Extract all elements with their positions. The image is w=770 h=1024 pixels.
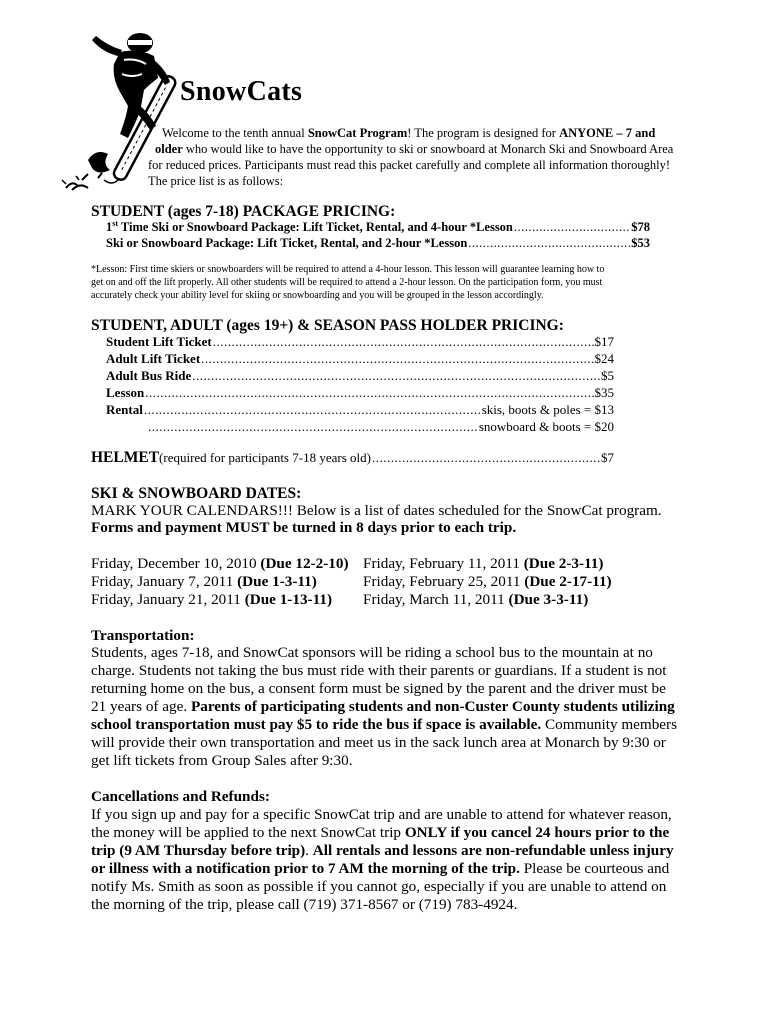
transportation-line: will provide their own transportation and meet us in the sack lunch area at Monarch by 9:30 or <box>91 734 666 751</box>
cancellations-line: notify Ms. Smith as soon as possible if you cannot go, especially if you are unable to attend on <box>91 878 667 895</box>
price-item: Adult Lift Ticket ..... $24 <box>106 351 614 367</box>
price-item: Adult Bus Ride ..... $5 <box>106 368 614 384</box>
adult-pricing-heading: STUDENT, ADULT (ages 19+) & SEASON PASS HOLDER PRICING: <box>91 317 564 334</box>
cancellations-heading: Cancellations and Refunds: <box>91 788 270 805</box>
price-item: Student Lift Ticket ..... $17 <box>106 334 614 350</box>
package-item-price: $53 <box>631 236 650 250</box>
dates-deadline-note: Forms and payment MUST be turned in 8 days prior to each trip. <box>91 519 517 536</box>
price-item: Lesson ..... $35 <box>106 385 614 401</box>
cancellations-line: the money will be applied to the next SnowCat trip ONLY if you cancel 24 hours prior to the <box>91 824 670 841</box>
intro-line-3: for reduced prices. Participants must read this packet carefully and complete all information thoroughly! <box>148 158 671 172</box>
helmet-price-line: HELMET (required for participants 7-18 years old) ..... $7 <box>91 449 614 467</box>
cancellations-line: trip (9 AM Thursday before trip). All rentals and lessons are non-refundable unless injury <box>91 842 674 859</box>
price-item: ..... snowboard & boots = $20 <box>148 419 614 435</box>
dates-heading: SKI & SNOWBOARD DATES: <box>91 485 302 502</box>
cancellations-line: the morning of the trip, please call (719) 371-8567 or (719) 783-4924. <box>91 896 518 913</box>
date-item: Friday, January 7, 2011 (Due 1-3-11) <box>91 573 317 590</box>
transportation-line: Students, ages 7-18, and SnowCat sponsors will be riding a school bus to the mountain at no <box>91 644 653 661</box>
transportation-line: 21 years of age. Parents of participating students and non-Custer County students utilizing <box>91 698 675 715</box>
package-item-label: Ski or Snowboard Package: Lift Ticket, Rental, and 2-hour *Lesson <box>106 236 468 250</box>
package-item-standard <box>106 236 650 251</box>
package-item-label: 1st Time Ski or Snowboard Package: Lift Ticket, Rental, and 4-hour *Lesson <box>106 218 513 234</box>
lesson-note-line-1: *Lesson: First time skiers or snowboarders will be required to attend a 4-hour lesson. This lesson will guarantee learning how to <box>91 264 605 275</box>
lesson-note-line-2: get on and off the lift properly. All other students will be required to attend a 2-hour lesson. On the participation form, you must <box>91 277 603 288</box>
transportation-line: charge. Students not taking the bus must ride with their parents or guardians. If a student is not <box>91 662 667 679</box>
student-package-heading: STUDENT (ages 7-18) PACKAGE PRICING: <box>91 203 396 220</box>
package-item-price: $78 <box>631 220 650 234</box>
lesson-note-line-3: accurately check your ability level for skiing or snowboarding and you will be grouped in the lesson accordingly. <box>91 290 544 301</box>
cancellations-line: or illness with a notification prior to 7 AM the morning of the trip. Please be courteous and <box>91 860 670 877</box>
transportation-line: get lift tickets from Group Sales after 9:30. <box>91 752 353 769</box>
date-item: Friday, December 10, 2010 (Due 12-2-10) <box>91 555 349 572</box>
date-item: Friday, March 11, 2011 (Due 3-3-11) <box>363 591 589 608</box>
intro-line-1: Welcome to the tenth annual SnowCat Program! The program is designed for ANYONE – 7 and <box>162 126 656 140</box>
transportation-heading: Transportation: <box>91 627 195 644</box>
package-item-first-time <box>106 220 650 235</box>
dates-intro: MARK YOUR CALENDARS!!! Below is a list of dates scheduled for the SnowCat program. <box>91 502 662 519</box>
cancellations-line: If you sign up and pay for a specific SnowCat trip and are unable to attend for whatever reason, <box>91 806 672 823</box>
intro-line-4: The price list is as follows: <box>148 174 284 188</box>
date-item: Friday, February 25, 2011 (Due 2-17-11) <box>363 573 612 590</box>
page-title: SnowCats <box>180 76 303 107</box>
date-item: Friday, February 11, 2011 (Due 2-3-11) <box>363 555 604 572</box>
transportation-line: school transportation must pay $5 to ride the bus if space is available. Community members <box>91 716 678 733</box>
date-item: Friday, January 21, 2011 (Due 1-13-11) <box>91 591 333 608</box>
intro-line-2: older who would like to have the opportunity to ski or snowboard at Monarch Ski and Snowboard Area <box>155 142 674 156</box>
price-item: Rental ..... skis, boots & poles = $13 <box>106 402 614 418</box>
transportation-line: returning home on the bus, a consent form must be signed by the parent and the driver must be <box>91 680 666 697</box>
